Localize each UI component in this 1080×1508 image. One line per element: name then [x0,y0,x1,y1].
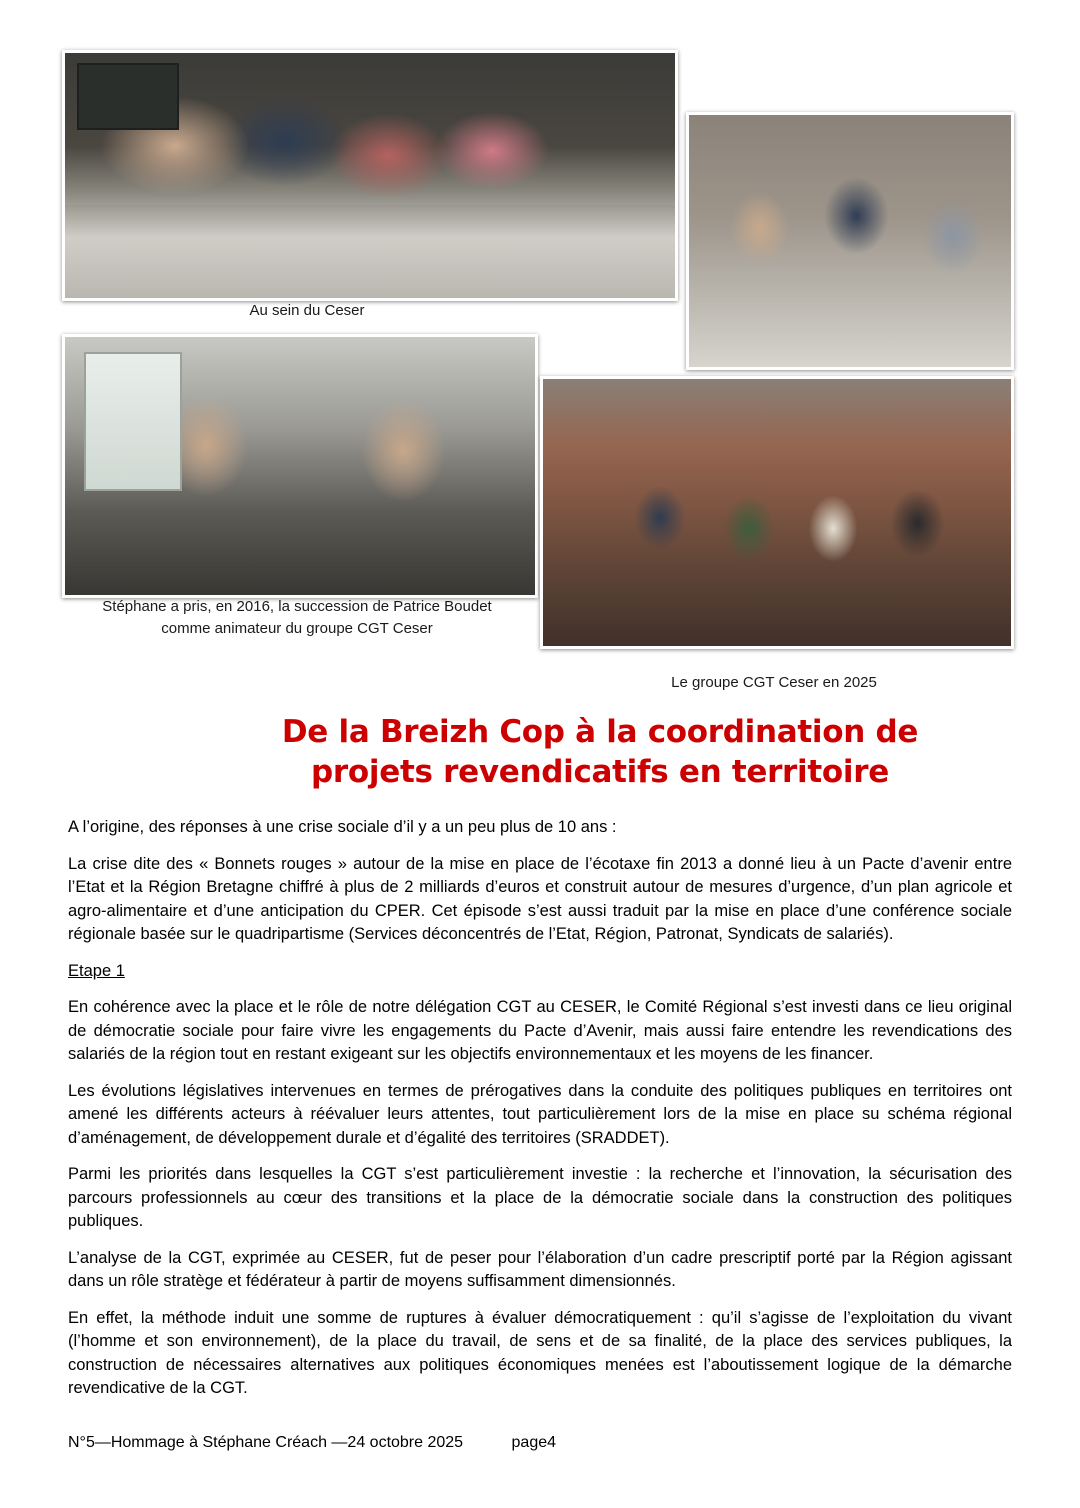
footer-issue: N°5—Hommage à Stéphane Créach —24 octobre 2025 [68,1434,464,1451]
section-label-etape-1: Etape 1 [68,961,125,980]
paragraph-4: Parmi les priorités dans lesquelles la CGT s’est particulièrement investie : la recherche et l’innovation, la sécurisation des parcours professionnels au cœur des transitions et la place de la démocratie sociale dans la construction des politiques publiques. [68,1165,1012,1230]
paragraph-6: En effet, la méthode induit une somme de ruptures à évaluer démocratiquement : qu’il s’agisse de l’exploitation du vivant (l’homme et son environnement), de la place du travail, de sens et de sa finalité, de la place des services publiques, la construction de nécessaires alternatives aux politiques économiques menées est l’aboutissement logique de la démarche revendicative de la CGT. [68,1308,1012,1397]
caption-two-men-line2: comme animateur du groupe CGT Ceser [161,620,433,637]
page-footer [68,1432,1012,1454]
page-title [0,712,1080,792]
photo-two-men [62,334,538,598]
photo-window-shape [77,63,179,131]
caption-ceser-meeting: Au sein du Ceser [249,302,365,319]
photo-window-shape [84,352,182,490]
photo-two-men-image [65,337,535,595]
paragraph-1: La crise dite des « Bonnets rouges » autour de la mise en place de l’écotaxe fin 2013 a donné lieu à un Pacte d’avenir entre l’Etat et la Région Bretagne chiffré à plus de 2 milliards d’euros et construit autour de mesures d’urgence, d’un plan agricole et agro-alimentaire et d’une anticipation du CPER. Cet épisode s’est aussi traduit par la mise en place d’une conférence sociale régionale basée sur le quadripartisme (Services déconcentrés de l’Etat, Région, Patronat, Syndicats de salariés). [68,854,1012,943]
caption-group-2025: Le groupe CGT Ceser en 2025 [671,674,877,691]
page-title-line1: De la Breizh Cop à la coordination de [281,714,919,750]
photo-ceser-meeting-image [65,53,675,298]
photo-ceser-three-people [686,112,1014,370]
photo-ceser-meeting [62,50,678,301]
caption-two-men [52,596,542,640]
photo-table-shape [65,205,675,298]
page-title-line2: projets revendicatifs en territoire [311,754,889,790]
paragraph-5: L’analyse de la CGT, exprimée au CESER, fut de peser pour l’élaboration d’un cadre prescriptif porté par la Région agissant dans un rôle stratège et fédérateur à partir de moyens suffisamment dimensionnés. [68,1248,1012,1290]
paragraph-2: En cohérence avec la place et le rôle de notre délégation CGT au CESER, le Comité Régional s’est investi dans ce lieu original de démocratie sociale pour faire vivre les engagements du Pacte d’Avenir, mais aussi faire entendre les revendications des salariés de la région tout en restant exigeant sur les objectifs environnementaux et les moyens de les financer. [68,998,1012,1063]
caption-two-men-line1: Stéphane a pris, en 2016, la succession de Patrice Boudet [102,598,492,615]
photo-collage [0,0,1080,691]
paragraph-lead: A l’origine, des réponses à une crise sociale d’il y a un peu plus de 10 ans : [68,818,617,836]
article-body [68,816,1012,1414]
footer-page-number: page4 [511,1434,557,1451]
paragraph-3: Les évolutions législatives intervenues en termes de prérogatives dans la conduite des politiques publiques en territoires ont amené les différents acteurs à réévaluer leurs attentes, tout particulièrement lors de la mise en place su schéma régional d’aménagement, de développement durale et d’égalité des territoires (SRADDET). [68,1081,1012,1147]
photo-group-cgt-ceser-2025 [540,376,1014,649]
photo-group-image [543,379,1011,646]
photo-ceser-three-image [689,115,1011,367]
